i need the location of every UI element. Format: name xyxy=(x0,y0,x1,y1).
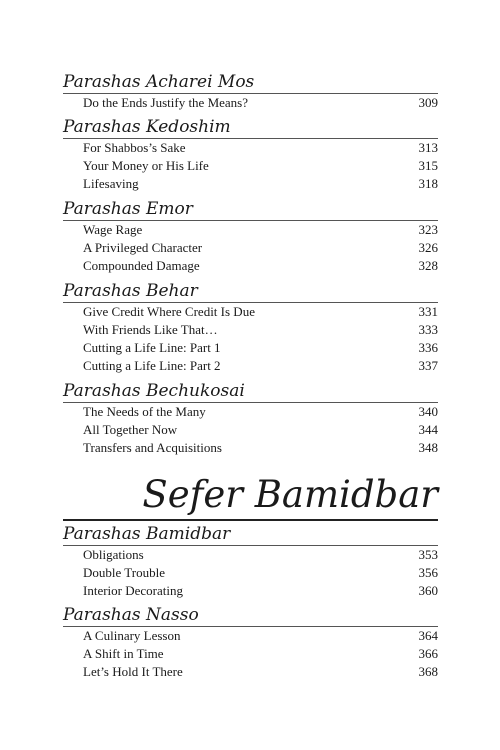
entry-title: A Shift in Time xyxy=(83,646,164,661)
entry-title: For Shabbos’s Sake xyxy=(83,140,186,155)
toc-entry[interactable] xyxy=(63,439,438,457)
entry-title: A Culinary Lesson xyxy=(83,628,181,643)
entry-page: 366 xyxy=(418,646,438,661)
entry-title: Cutting a Life Line: Part 1 xyxy=(83,340,221,355)
toc-entry[interactable] xyxy=(63,175,438,193)
entry-title: All Together Now xyxy=(83,422,178,437)
entry-page: 348 xyxy=(418,440,438,455)
toc-entry[interactable] xyxy=(63,663,438,681)
entry-title: Your Money or His Life xyxy=(83,158,209,173)
section-heading: Parashas Bamidbar xyxy=(63,523,438,546)
entry-title: Interior Decorating xyxy=(83,583,183,598)
part-divider xyxy=(63,519,438,521)
toc-entry[interactable] xyxy=(63,139,438,157)
toc-section-nasso xyxy=(63,604,438,681)
entry-title: A Privileged Character xyxy=(83,240,203,255)
entry-page: 340 xyxy=(418,404,438,419)
entry-page: 331 xyxy=(418,304,438,319)
entry-page: 315 xyxy=(418,158,438,173)
toc-entry[interactable] xyxy=(63,627,438,645)
section-heading: Parashas Emor xyxy=(63,198,438,221)
toc-section-kedoshim xyxy=(63,116,438,193)
entry-page: 337 xyxy=(418,358,438,373)
toc-entry[interactable] xyxy=(63,321,438,339)
entry-title: Wage Rage xyxy=(83,222,143,237)
entry-title: Transfers and Acquisitions xyxy=(83,440,222,455)
toc-section-bechukosai xyxy=(63,380,438,457)
entry-title: Do the Ends Justify the Means? xyxy=(83,95,249,110)
toc-entry[interactable] xyxy=(63,221,438,239)
entry-page: 364 xyxy=(418,628,438,643)
toc-entry[interactable] xyxy=(63,645,438,663)
toc-section-acharei-mos xyxy=(63,71,438,112)
entry-page: 356 xyxy=(418,565,438,580)
section-heading: Parashas Acharei Mos xyxy=(63,71,438,94)
entry-page: 360 xyxy=(418,583,438,598)
entry-page: 353 xyxy=(418,547,438,562)
toc-entry[interactable] xyxy=(63,421,438,439)
entry-page: 333 xyxy=(418,322,438,337)
entry-title: The Needs of the Many xyxy=(83,404,206,419)
entry-title: Obligations xyxy=(83,547,144,562)
entry-page: 318 xyxy=(418,176,438,191)
entry-title: Lifesaving xyxy=(83,176,139,191)
toc-entry[interactable] xyxy=(63,339,438,357)
entry-title: Double Trouble xyxy=(83,565,165,580)
toc-entry[interactable] xyxy=(63,239,438,257)
entry-page: 313 xyxy=(418,140,438,155)
entry-title: Let’s Hold It There xyxy=(83,664,183,679)
toc-entry[interactable] xyxy=(63,94,438,112)
toc-section-bamidbar xyxy=(63,523,438,600)
entry-title: Cutting a Life Line: Part 2 xyxy=(83,358,221,373)
toc-entry[interactable] xyxy=(63,403,438,421)
entry-title: With Friends Like That… xyxy=(83,322,218,337)
toc-section-behar xyxy=(63,280,438,375)
entry-page: 323 xyxy=(418,222,438,237)
part-title: Sefer Bamidbar xyxy=(142,473,438,516)
toc-entry[interactable] xyxy=(63,157,438,175)
entry-page: 344 xyxy=(418,422,438,437)
entry-page: 326 xyxy=(418,240,438,255)
section-heading: Parashas Bechukosai xyxy=(63,380,438,403)
toc-entry[interactable] xyxy=(63,257,438,275)
toc-entry[interactable] xyxy=(63,564,438,582)
toc-section-emor xyxy=(63,198,438,275)
toc-entry[interactable] xyxy=(63,582,438,600)
entry-title: Compounded Damage xyxy=(83,258,200,273)
section-heading: Parashas Behar xyxy=(63,280,438,303)
toc-entry[interactable] xyxy=(63,546,438,564)
toc-entry[interactable] xyxy=(63,357,438,375)
section-heading: Parashas Nasso xyxy=(63,604,438,627)
entry-page: 309 xyxy=(418,95,438,110)
entry-page: 328 xyxy=(418,258,438,273)
toc-entry[interactable] xyxy=(63,303,438,321)
entry-page: 336 xyxy=(418,340,438,355)
entry-page: 368 xyxy=(418,664,438,679)
section-heading: Parashas Kedoshim xyxy=(63,116,438,139)
entry-title: Give Credit Where Credit Is Due xyxy=(83,304,255,319)
